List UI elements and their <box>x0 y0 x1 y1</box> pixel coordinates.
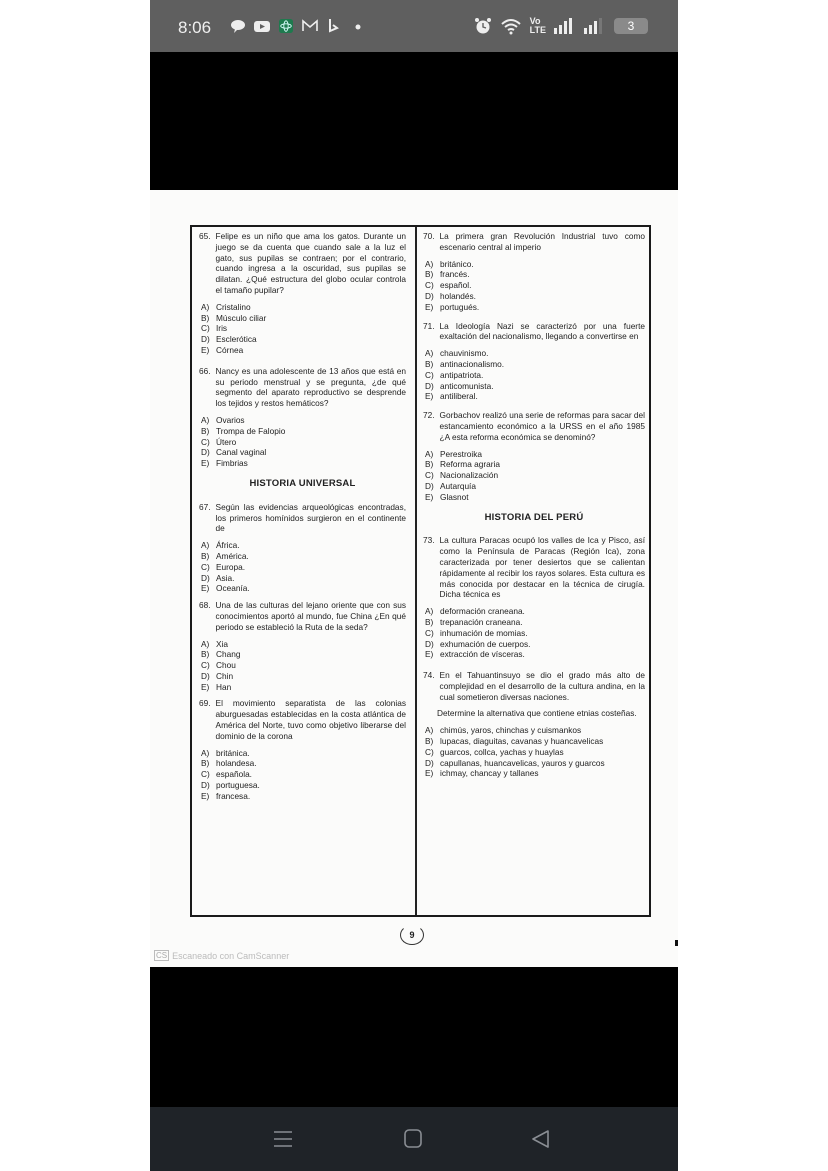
option: D) exhumación de cuerpos. <box>425 638 531 649</box>
option: C) inhumación de momias. <box>425 627 528 638</box>
option: A) Perestroika <box>425 448 482 459</box>
gmail-icon <box>302 19 318 33</box>
signal-icon <box>554 18 576 34</box>
option: E) Han <box>201 681 232 692</box>
option: D) anticomunista. <box>425 380 494 391</box>
right-column <box>423 231 645 785</box>
question-73: 73. La cultura Paracas ocupó los valles de Ica y Pisco, así como la Península de Paracas (Región Ica), zona caracterizada por tener desiertos que se calientan rápidamente al recibir los rayos solares. Esta cultura es más conocida por destacar en la técnica de cirugía. Dicha técnica es A) deformación craneana. B) trepanación craneana. C) inhumación de momias. D) exhumación de cuerpos. E) extracción de vísceras. <box>423 535 645 660</box>
camscanner-watermark <box>154 950 289 961</box>
option: D) Autarquía <box>425 480 476 491</box>
scanned-document-page[interactable] <box>150 190 678 967</box>
option: C) Europa. <box>201 561 246 572</box>
answer-options <box>425 606 645 660</box>
navigation-bar <box>150 1107 678 1171</box>
section-title-historia-universal: HISTORIA UNIVERSAL <box>249 477 356 489</box>
option: C) antipatriota. <box>425 369 484 380</box>
option: E) Glasnot <box>425 491 469 502</box>
column-divider <box>415 227 417 915</box>
question-65: 65. Felipe es un niño que ama los gatos. Durante un juego se da cuenta que cuando sale a la luz el gato, sus pupilas se contraen; por el contrario, cuando ingresa a la oscuridad, sus pupilas se dilatan. ¿Qué estructura del globo ocular controla el tamaño pupilar? A) Cristalino B) Músculo ciliar C) Iris D) Esclerótica E) Córnea <box>199 231 406 355</box>
option: B) antinacionalismo. <box>425 358 505 369</box>
question-72: 72. Gorbachov realizó una serie de reformas para sacar del estancamiento económico a la URSS en el año 1985 ¿A esta reforma económica se denominó? A) Perestroika B) Reforma agraria C) Nacionalización D) Autarquía E) Glasnot <box>423 410 645 502</box>
option: A) África. <box>201 540 240 551</box>
camscanner-logo-icon: CS <box>156 951 168 960</box>
phone-screen <box>150 0 678 1171</box>
question-69: 69. El movimiento separatista de las colonias aburguesadas establecidas en la costa atlántica de América del Norte, tuvo como objetivo liberarse del dominio de la corona A) británica. B) holandesa. C) española. D) portuguesa. E) francesa. <box>199 698 406 801</box>
option: C) Iris <box>201 323 228 334</box>
option: A) británica. <box>201 747 250 758</box>
option: E) Córnea <box>201 344 244 355</box>
option: D) capullanas, huancavelicas, yauros y guarcos <box>425 757 605 768</box>
option: C) española. <box>201 769 252 780</box>
atom-app-icon <box>278 19 294 33</box>
option: B) Chang <box>201 649 241 660</box>
option: C) español. <box>425 280 472 291</box>
question-74: 74. En el Tahuantinsuyo se dio el grado más alto de complejidad en el desarrollo de la cultura andina, en la cual sometieron diversas naciones. Determine la alternativa que contiene etnias costeñas. A) chimús, yaros, chinchas y cuismankos B) lupacas, diaguitas, cavanas y huancavelicas C) guarcos, collca, yachas y huaylas D) capullanas, huancavelicas, yauros y guarcos E) ichmay, chancay y tallanes <box>423 670 645 779</box>
option: B) Reforma agraria <box>425 459 500 470</box>
option: B) América. <box>201 550 249 561</box>
option: D) Asia. <box>201 572 235 583</box>
recent-apps-icon[interactable] <box>272 1129 294 1149</box>
system-icons <box>474 17 648 35</box>
status-time: 8:06 <box>178 18 212 37</box>
signal-icon-2 <box>584 18 606 34</box>
question-67: 67. Según las evidencias arqueológicas encontradas, los primeros homínidos surgieron en el continente de A) África. B) América. C) Europa. D) Asia. E) Oceanía. <box>199 501 406 594</box>
letterbox-top <box>150 52 678 190</box>
option: A) chauvinismo. <box>425 348 489 359</box>
option: B) trepanación craneana. <box>425 616 523 627</box>
option: E) francesa. <box>201 790 251 801</box>
bing-icon <box>326 19 342 33</box>
answer-options <box>425 259 645 313</box>
page-number: 9 <box>400 925 424 945</box>
battery-indicator: 3 <box>614 18 648 34</box>
option: B) holandesa. <box>201 758 257 769</box>
letterbox-bottom <box>150 967 678 1107</box>
option: E) ichmay, chancay y tallanes <box>425 768 539 779</box>
option: D) Canal vaginal <box>201 447 267 458</box>
watermark-text: Escaneado con CamScanner <box>172 950 290 961</box>
exam-questions-box <box>190 225 651 917</box>
status-bar <box>150 0 678 52</box>
question-71: 71. La Ideología Nazi se caracterizó por una fuerte exaltación del nacionalismo, llegando a convertirse en A) chauvinismo. B) antinacionalismo. C) antipatriota. D) anticomunista. E) antiliberal. <box>423 320 645 402</box>
answer-options <box>201 415 406 469</box>
home-icon[interactable] <box>402 1129 424 1149</box>
option: C) Chou <box>201 660 236 671</box>
option: B) Trompa de Falopio <box>201 425 286 436</box>
option: E) Fimbrias <box>201 458 248 469</box>
answer-options <box>425 725 645 779</box>
option: E) extracción de vísceras. <box>425 649 525 660</box>
scan-mark <box>675 940 678 946</box>
option: A) Xia <box>201 638 228 649</box>
left-column <box>199 231 406 808</box>
dot-icon <box>350 19 366 33</box>
answer-options <box>425 449 645 503</box>
answer-options <box>201 748 406 802</box>
option: D) holandés. <box>425 290 476 301</box>
answer-options <box>201 639 406 693</box>
option: C) guarcos, collca, yachas y huaylas <box>425 746 564 757</box>
option: C) Nacionalización <box>425 470 499 481</box>
option: C) Útero <box>201 436 237 447</box>
option: D) Chin <box>201 670 234 681</box>
option: A) británico. <box>425 258 474 269</box>
youtube-icon <box>254 19 270 33</box>
option: D) Esclerótica <box>201 334 257 345</box>
option: A) deformación craneana. <box>425 606 525 617</box>
chat-bubble-icon <box>230 19 246 33</box>
volte-icon: Vo LTE <box>529 16 546 35</box>
option: A) Ovarios <box>201 414 245 425</box>
option: B) francés. <box>425 269 470 280</box>
question-70: 70. La primera gran Revolución Industrial tuvo como escenario central al imperio A) británico. B) francés. C) español. D) holandés. E) portugués. <box>423 231 645 312</box>
section-title-historia-del-peru: HISTORIA DEL PERÚ <box>484 511 584 523</box>
option: A) Cristalino <box>201 301 251 312</box>
option: E) Oceanía. <box>201 583 250 594</box>
wifi-icon <box>500 17 522 35</box>
answer-options <box>201 302 406 356</box>
option: B) lupacas, diaguitas, cavanas y huancavelicas <box>425 736 604 747</box>
option: B) Músculo ciliar <box>201 312 267 323</box>
answer-options <box>201 540 406 594</box>
notification-icons <box>230 19 366 33</box>
option: E) portugués. <box>425 301 480 312</box>
question-68: 68. Una de las culturas del lejano oriente que con sus conocimientos aportó al mundo, fue China ¿En qué periodo se estableció la Ruta de la seda? A) Xia B) Chang C) Chou D) Chin E) Han <box>199 600 406 692</box>
back-icon[interactable] <box>530 1129 552 1149</box>
alarm-icon <box>474 17 492 35</box>
option: E) antiliberal. <box>425 391 478 402</box>
question-66: 66. Nancy es una adolescente de 13 años que está en su periodo menstrual y se pregunta, ¿de qué segmento del aparato reproductivo se desprende los tejidos y restos hemáticos? A) Ovarios B) Trompa de Falopio C) Útero D) Canal vaginal E) Fimbrias <box>199 365 406 469</box>
answer-options <box>425 348 645 402</box>
option: A) chimús, yaros, chinchas y cuismankos <box>425 725 582 736</box>
question-74-instruction: Determine la alternativa que contiene etnias costeñas. <box>437 708 637 719</box>
option: D) portuguesa. <box>201 780 260 791</box>
